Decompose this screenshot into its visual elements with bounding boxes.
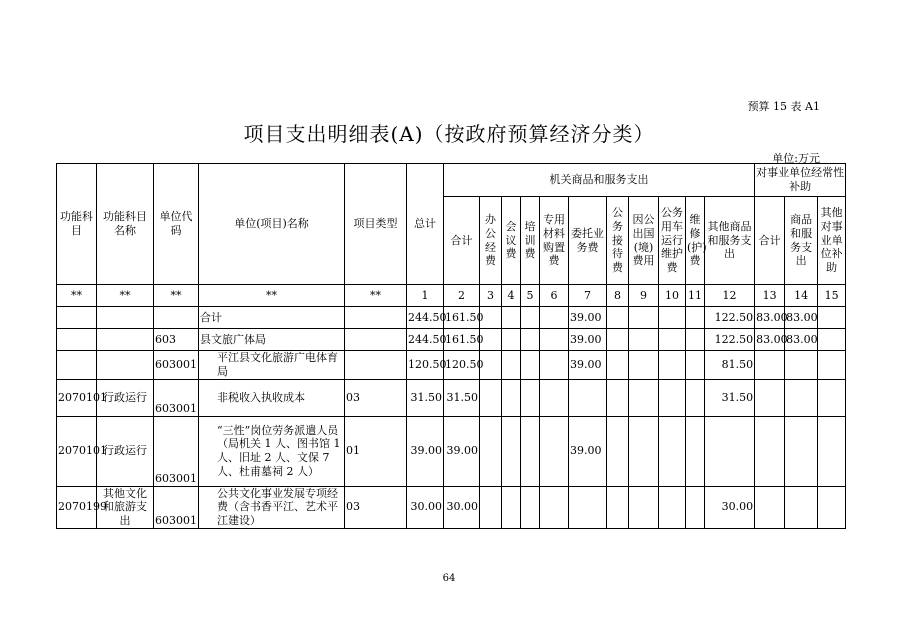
cell-g-repair [686, 307, 705, 329]
cell-g-meeting [502, 416, 521, 486]
cell-g-meeting [502, 351, 521, 380]
cell-g-training [521, 307, 540, 329]
index-cell: 5 [521, 285, 540, 307]
col-g-reception: 公务接待费 [607, 197, 629, 285]
cell-g-entrust: 39.00 [569, 351, 607, 380]
cell-g-repair [686, 486, 705, 528]
cell-type [345, 329, 407, 351]
cell-g-material [540, 329, 569, 351]
cell-g-abroad [629, 351, 659, 380]
cell-func-code [57, 329, 97, 351]
cell-unit-code: 603001 [154, 351, 199, 380]
cell-g-reception [607, 486, 629, 528]
cell-total: 30.00 [407, 486, 444, 528]
table-row [57, 307, 846, 329]
cell-g-abroad [629, 329, 659, 351]
cell-func-code: 2070101 [57, 379, 97, 416]
cell-g-entrust: 39.00 [569, 416, 607, 486]
cell-g-other [705, 416, 755, 486]
col-proj-type: 项目类型 [345, 164, 407, 285]
cell-g-reception [607, 416, 629, 486]
cell-g-repair [686, 351, 705, 380]
cell-g-vehicle [659, 329, 686, 351]
cell-unit-code: 603 [154, 329, 199, 351]
cell-g-other: 30.00 [705, 486, 755, 528]
cell-g-reception [607, 351, 629, 380]
cell-g-entrust: 39.00 [569, 307, 607, 329]
cell-s-goods [785, 351, 818, 380]
cell-type: 01 [345, 416, 407, 486]
cell-func-code [57, 351, 97, 380]
index-cell: 7 [569, 285, 607, 307]
cell-g-repair [686, 416, 705, 486]
cell-func-name: 其他文化和旅游支出 [97, 486, 154, 528]
cell-s-sum [755, 486, 785, 528]
index-cell: 10 [659, 285, 686, 307]
index-cell: ** [57, 285, 97, 307]
cell-func-code [57, 307, 97, 329]
col-subsidy-group: 对事业单位经常性补助 [755, 164, 846, 197]
cell-g-sum: 39.00 [444, 416, 480, 486]
index-cell: 4 [502, 285, 521, 307]
col-g-material: 专用材料购置费 [540, 197, 569, 285]
cell-g-office [480, 379, 502, 416]
index-cell: ** [345, 285, 407, 307]
index-cell: 6 [540, 285, 569, 307]
cell-g-sum: 120.50 [444, 351, 480, 380]
index-cell: ** [97, 285, 154, 307]
cell-g-entrust [569, 379, 607, 416]
col-g-other: 其他商品和服务支出 [705, 197, 755, 285]
cell-func-name [97, 307, 154, 329]
col-unit-code: 单位代码 [154, 164, 199, 285]
col-g-vehicle: 公务用车运行维护费 [659, 197, 686, 285]
cell-func-name [97, 351, 154, 380]
cell-g-abroad [629, 307, 659, 329]
index-cell: 3 [480, 285, 502, 307]
cell-s-sum: 83.00 [755, 307, 785, 329]
cell-s-goods [785, 486, 818, 528]
cell-g-material [540, 416, 569, 486]
cell-g-reception [607, 379, 629, 416]
cell-g-vehicle [659, 486, 686, 528]
index-cell: 9 [629, 285, 659, 307]
index-cell: 12 [705, 285, 755, 307]
cell-s-other [818, 329, 846, 351]
cell-name: 公共文化事业发展专项经费（含书香平江、艺术平江建设） [199, 486, 345, 528]
cell-g-reception [607, 329, 629, 351]
cell-name: “三性”岗位劳务派遣人员（局机关 1 人、图书馆 1 人、旧址 2 人、文保 7 人、杜甫墓祠 2 人） [199, 416, 345, 486]
cell-type: 03 [345, 486, 407, 528]
unit-label: 单位:万元 [772, 152, 820, 165]
col-g-entrust: 委托业务费 [569, 197, 607, 285]
index-cell: 15 [818, 285, 846, 307]
cell-s-sum [755, 416, 785, 486]
cell-total: 39.00 [407, 416, 444, 486]
index-cell: 14 [785, 285, 818, 307]
cell-type [345, 307, 407, 329]
cell-g-material [540, 351, 569, 380]
cell-s-other [818, 379, 846, 416]
cell-g-sum: 161.50 [444, 307, 480, 329]
cell-g-other: 122.50 [705, 307, 755, 329]
cell-s-other [818, 486, 846, 528]
cell-s-goods [785, 416, 818, 486]
cell-unit-code: 603001 [154, 379, 199, 416]
cell-func-code: 2070199 [57, 486, 97, 528]
col-g-abroad: 因公出国(境)费用 [629, 197, 659, 285]
expenditure-table [56, 163, 846, 529]
cell-func-code: 2070101 [57, 416, 97, 486]
table-row [57, 486, 846, 528]
cell-g-repair [686, 329, 705, 351]
cell-s-other [818, 351, 846, 380]
col-unit-name: 单位(项目)名称 [199, 164, 345, 285]
cell-func-name: 行政运行 [97, 379, 154, 416]
cell-g-other: 31.50 [705, 379, 755, 416]
col-g-repair: 维修(护)费 [686, 197, 705, 285]
cell-total: 244.50 [407, 307, 444, 329]
col-func-code: 功能科目 [57, 164, 97, 285]
cell-type: 03 [345, 379, 407, 416]
col-total: 总计 [407, 164, 444, 285]
index-cell: ** [154, 285, 199, 307]
cell-name: 平江县文化旅游广电体育局 [199, 351, 345, 380]
cell-s-sum [755, 379, 785, 416]
cell-s-goods [785, 379, 818, 416]
cell-total: 244.50 [407, 329, 444, 351]
cell-g-abroad [629, 486, 659, 528]
cell-g-sum: 31.50 [444, 379, 480, 416]
cell-g-vehicle [659, 351, 686, 380]
cell-name: 县文旅广体局 [199, 329, 345, 351]
col-goods-group: 机关商品和服务支出 [444, 164, 755, 197]
index-cell: 13 [755, 285, 785, 307]
cell-g-reception [607, 307, 629, 329]
cell-s-sum [755, 351, 785, 380]
cell-g-training [521, 416, 540, 486]
table-row [57, 351, 846, 380]
col-g-meeting: 会议费 [502, 197, 521, 285]
col-g-office: 办公经费 [480, 197, 502, 285]
cell-func-name: 行政运行 [97, 416, 154, 486]
page-title: 项目支出明细表(A)（按政府预算经济分类） [243, 122, 655, 146]
cell-g-vehicle [659, 416, 686, 486]
cell-g-meeting [502, 379, 521, 416]
cell-type [345, 351, 407, 380]
cell-g-meeting [502, 486, 521, 528]
cell-s-other [818, 416, 846, 486]
table-code-label: 预算 15 表 A1 [747, 100, 820, 113]
cell-g-office [480, 486, 502, 528]
table-row [57, 416, 846, 486]
cell-unit-code: 603001 [154, 416, 199, 486]
cell-g-entrust [569, 486, 607, 528]
cell-g-office [480, 416, 502, 486]
table-row [57, 329, 846, 351]
cell-func-name [97, 329, 154, 351]
col-s-sum: 合计 [755, 197, 785, 285]
cell-g-training [521, 329, 540, 351]
index-cell: 8 [607, 285, 629, 307]
cell-g-meeting [502, 329, 521, 351]
cell-name: 合计 [199, 307, 345, 329]
cell-g-training [521, 379, 540, 416]
col-g-sum: 合计 [444, 197, 480, 285]
cell-g-sum: 30.00 [444, 486, 480, 528]
cell-total: 31.50 [407, 379, 444, 416]
cell-g-other: 122.50 [705, 329, 755, 351]
cell-g-meeting [502, 307, 521, 329]
cell-name: 非税收入执收成本 [199, 379, 345, 416]
cell-s-sum: 83.00 [755, 329, 785, 351]
cell-g-material [540, 307, 569, 329]
index-cell: 2 [444, 285, 480, 307]
cell-unit-code: 603001 [154, 486, 199, 528]
index-cell: 1 [407, 285, 444, 307]
cell-g-training [521, 486, 540, 528]
cell-g-abroad [629, 379, 659, 416]
cell-total: 120.50 [407, 351, 444, 380]
cell-g-other: 81.50 [705, 351, 755, 380]
col-s-goods: 商品和服务支出 [785, 197, 818, 285]
cell-g-material [540, 379, 569, 416]
cell-s-goods: 83.00 [785, 329, 818, 351]
page-number: 64 [442, 573, 456, 584]
cell-g-entrust: 39.00 [569, 329, 607, 351]
table-row [57, 379, 846, 416]
col-g-training: 培训费 [521, 197, 540, 285]
cell-g-vehicle [659, 379, 686, 416]
index-cell: ** [199, 285, 345, 307]
col-s-other: 其他对事业单位补助 [818, 197, 846, 285]
index-cell: 11 [686, 285, 705, 307]
cell-g-vehicle [659, 307, 686, 329]
cell-unit-code [154, 307, 199, 329]
cell-s-other [818, 307, 846, 329]
cell-g-material [540, 486, 569, 528]
cell-g-repair [686, 379, 705, 416]
cell-s-goods: 83.00 [785, 307, 818, 329]
col-func-name: 功能科目名称 [97, 164, 154, 285]
cell-g-sum: 161.50 [444, 329, 480, 351]
cell-g-training [521, 351, 540, 380]
cell-g-abroad [629, 416, 659, 486]
